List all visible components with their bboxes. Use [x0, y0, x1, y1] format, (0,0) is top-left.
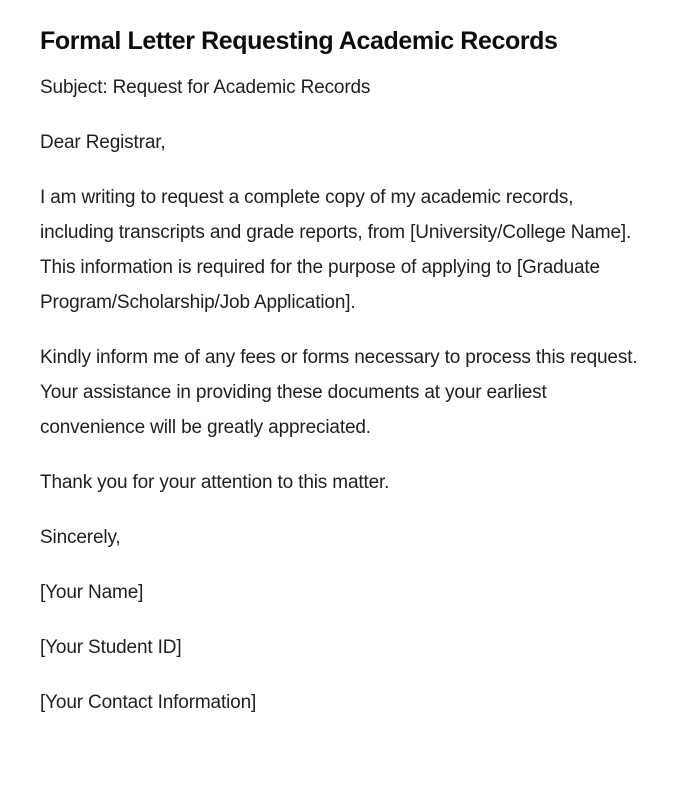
letter-body-paragraph: Kindly inform me of any fees or forms necessary to process this request. Your assistance in providing these documents at your earliest convenience will be greatly appreciated.: [40, 347, 638, 438]
letter-subject: Subject: Request for Academic Records: [40, 77, 371, 98]
letter-body-paragraph: I am writing to request a complete copy of my academic records, including transcripts and grade reports, from [University/College Name]. This information is required for the purpose of applying to [Graduate Program/Scholarship/Job Application].: [40, 187, 632, 313]
letter-salutation: Dear Registrar,: [40, 132, 166, 153]
letter-title: Formal Letter Requesting Academic Records: [40, 27, 558, 55]
signature-student-id: [Your Student ID]: [40, 637, 182, 658]
signature-contact: [Your Contact Information]: [40, 692, 257, 713]
signature-name: [Your Name]: [40, 582, 144, 603]
letter-body-paragraph: Thank you for your attention to this matter.: [40, 472, 390, 493]
letter-closing: Sincerely,: [40, 527, 121, 548]
